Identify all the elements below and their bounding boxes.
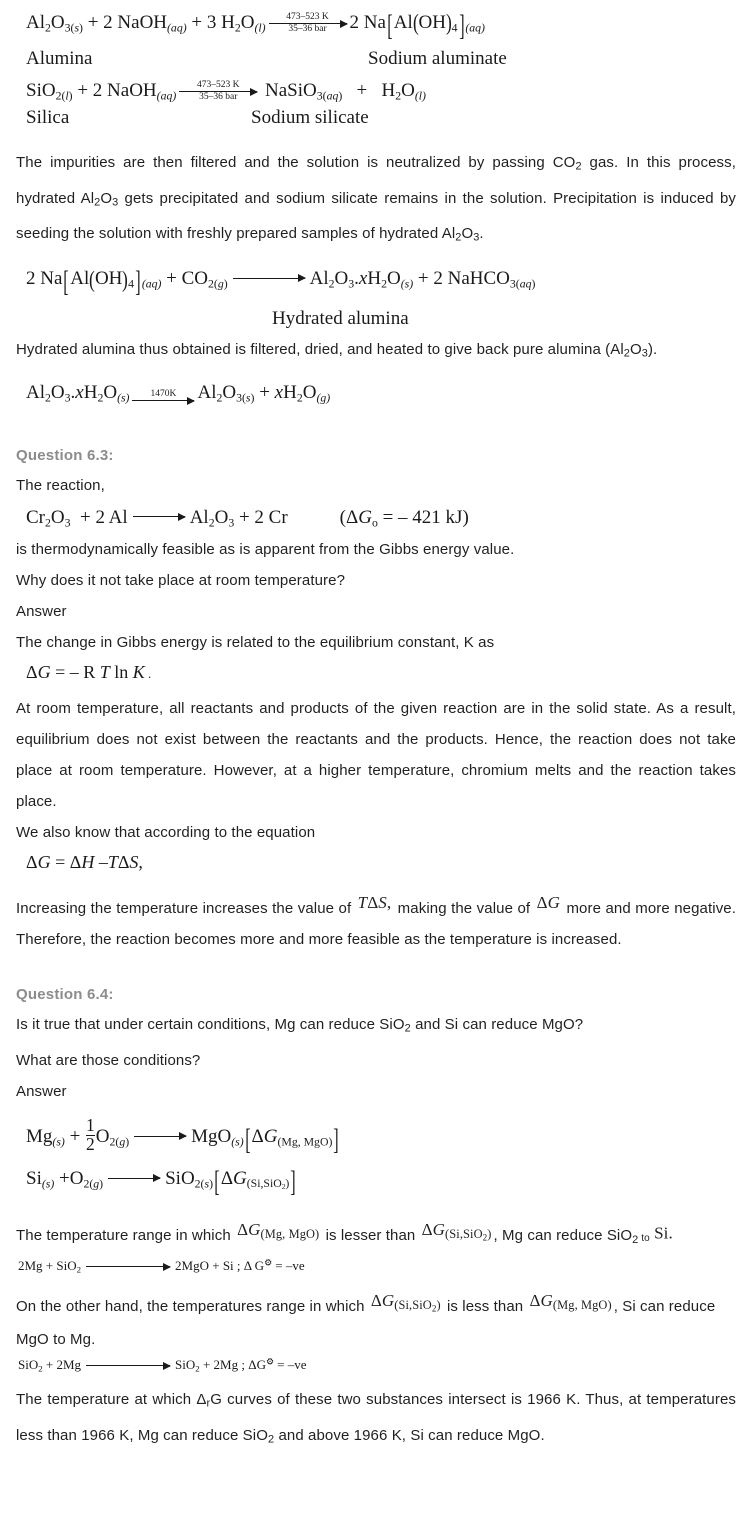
p5-text: The change in Gibbs energy is related to the equilibrium constant, K as xyxy=(16,634,495,652)
p2-sub-a: 2 xyxy=(623,347,630,360)
arrow-shaft xyxy=(132,400,194,401)
p8-text-b: making the value of xyxy=(393,899,535,917)
eq5-lhs: $Cr_2O_3 + 2$ Al xyxy=(26,506,128,529)
equation3-caption xyxy=(26,304,736,334)
p13-text-c: and above 1966 K, Si can reduce MgO. xyxy=(274,1426,545,1444)
p1-text-f: . xyxy=(479,225,484,243)
p13-text-b: G curves of these two substances intersect is 1966 K. Thus, at temperatures less than 1966 K, Mg can reduce SiO xyxy=(16,1390,736,1444)
equation-mg-reduces-silica xyxy=(18,1258,736,1275)
eq6-text: ΔG = – R T ln K xyxy=(26,662,145,683)
reaction-arrow-with-temperature xyxy=(132,389,194,401)
paragraph-room-temperature-explanation: At room temperature, all reactants and products of the given reaction are in the solid state. As a result, equilibrium does not exist between the reactants and the products. Hence, the reaction does not take place at room temperature. However, at a higher temperature, chromium melts and the reaction takes place. xyxy=(16,700,736,811)
p13-text-a: The temperature at which Δ xyxy=(16,1390,207,1408)
p2-text-c: ). xyxy=(647,341,658,359)
p13-sub-b: 2 xyxy=(267,1433,275,1446)
label-silica: Silica xyxy=(26,107,70,128)
p8-text-a: Increasing the temperature increases the value of xyxy=(16,899,356,917)
p11-sub-a: 2 xyxy=(632,1233,639,1246)
equation2-captions xyxy=(26,107,736,131)
paragraph-mg-reduce-sio2-question xyxy=(16,1009,736,1045)
equation-precipitation-with-co2 xyxy=(26,266,736,300)
p1-text-b: gas. In this process, hydrated Al xyxy=(16,154,737,207)
equation-silicon-oxidation xyxy=(26,1166,736,1200)
p1-text-c: O xyxy=(100,189,113,207)
p13-sub-a: r xyxy=(206,1397,211,1410)
p9-sub-a: 2 xyxy=(404,1022,411,1035)
eq8-rhs: $MgO_{(s)}[\Delta G_{(Mg, MgO)}]$ xyxy=(191,1124,339,1157)
inline-math-deltag-mg-mgo: $\Delta G_{(Mg, MgO)}$ xyxy=(529,1290,612,1312)
equation-dehydration-of-hydrated-alumina xyxy=(26,382,736,404)
p1-text-d: gets precipitated and sodium silicate remains in the solution. Precipitation is induced by seeding the solution with freshly prepared samples of hydrated Al xyxy=(16,189,736,243)
paragraph-hydrated-alumina-heated xyxy=(16,334,736,370)
p1-sub-b: 2 xyxy=(94,196,101,209)
p12-text-a: On the other hand, the temperatures range in which xyxy=(16,1297,369,1315)
p2-sub-b: 3 xyxy=(641,347,648,360)
p1-text-a: The impurities are then filtered and the solution is neutralized by passing CO xyxy=(16,154,576,171)
arrow-shaft xyxy=(179,91,257,92)
eq9-lhs: $Si_{(s)} +O_{2(g)}$ xyxy=(26,1168,104,1191)
paragraph-si-reduces-mgo-range xyxy=(16,1285,736,1355)
equation-alumina-leaching xyxy=(26,10,736,44)
p11-text-to: to xyxy=(638,1233,650,1245)
inline-math-tdeltas: TΔS, xyxy=(357,892,392,912)
p2-text-b: O xyxy=(629,341,642,359)
eq3-lhs: 2 $Na[Al(OH)_4]_{(aq)} + CO_{2(g)}$ xyxy=(26,266,228,299)
reaction-arrow xyxy=(86,1266,170,1267)
fraction-one-half: $\frac{1}{2}$ xyxy=(86,1114,95,1154)
eq4-rhs: $Al_2O_{3(s)} + xH_2O_{(g)}$ xyxy=(197,381,331,405)
p12-text-b: is less than xyxy=(442,1297,528,1315)
eq5-note: ($\Delta G_o$ = – 421 kJ) xyxy=(339,506,469,529)
eq4-lhs: $Al_2O_3.xH_2O_{(s)}$ xyxy=(26,381,130,405)
reaction-arrow xyxy=(134,1136,186,1137)
p8-text-c: more and more negative. Therefore, the reaction becomes more and more feasible as the temperature is increased. xyxy=(16,899,737,948)
label-sodium-aluminate: Sodium aluminate xyxy=(368,47,507,69)
paragraph-why-not-room-temperature: Why does it not take place at room temperature? xyxy=(16,572,346,590)
eq11-lhs: SiO$_2$ + 2Mg xyxy=(18,1357,82,1374)
label-alumina: Alumina xyxy=(26,47,93,69)
p1-sub-d: 2 xyxy=(455,232,462,245)
inline-math-deltag-si-sio2: $\Delta G_{(Si,SiO_2)}$ xyxy=(370,1290,441,1314)
eq5-rhs: $Al_2O_3 + 2$ Cr xyxy=(189,506,288,529)
paragraph-intersection-temperature xyxy=(16,1384,736,1455)
equation-si-reduces-magnesia xyxy=(18,1357,736,1374)
eq8-lhs: $Mg_{(s)}$ + $\frac{1}{2}$ $O_{2(g)}$ xyxy=(26,1114,130,1154)
paragraph-mg-reduces-sio2-range xyxy=(16,1214,736,1256)
eq1-condition-bottom: 35–36 bar xyxy=(288,24,327,35)
label-answer-6-4: Answer xyxy=(16,1082,67,1100)
eq3-rhs: $Al_2O_3.xH_2O_{(s)} + 2$ NaHCO$_{3(aq)}$ xyxy=(309,268,536,291)
p11-text-c: , Mg can reduce SiO xyxy=(493,1227,633,1245)
question-heading-6-4: Question 6.4: xyxy=(16,985,114,1003)
p2-text-a: Hydrated alumina thus obtained is filtered, dried, and heated to give back pure alumina (Al xyxy=(16,341,624,359)
eq2-rhs: NaSiO$_{3(aq)}$ + $H_2O_{(l)}$ xyxy=(260,79,426,103)
p1-sub-a: 2 xyxy=(575,160,582,173)
label-answer-6-3: Answer xyxy=(16,603,67,621)
paragraph-what-conditions: What are those conditions? xyxy=(16,1051,201,1069)
reaction-arrow xyxy=(86,1365,170,1366)
reaction-arrow-with-conditions xyxy=(269,12,347,35)
inline-math-deltag-mg-mgo: $\Delta G_{(Mg, MgO)}$ xyxy=(237,1219,320,1242)
eq4-condition-top: 1470K xyxy=(150,389,177,400)
label-sodium-silicate: Sodium silicate xyxy=(251,107,369,128)
equation-gibbs-equilibrium-constant: ΔG = – R T ln K . xyxy=(26,662,152,683)
question-heading-6-3: Question 6.3: xyxy=(16,446,114,464)
eq1-condition-top: 473–523 K xyxy=(286,12,329,23)
inline-math-deltag-si-sio2: $\Delta G_{(Si,SiO_2)}$ xyxy=(421,1219,492,1243)
reaction-arrow-with-conditions xyxy=(179,80,257,103)
eq2-condition-bottom: 35–36 bar xyxy=(199,92,238,102)
paragraph-increasing-temperature xyxy=(16,887,736,955)
p1-sub-c: 3 xyxy=(112,196,119,209)
label-hydrated-alumina: Hydrated alumina xyxy=(272,308,409,330)
eq10-rhs: 2MgO + Si ; Δ G⚙ = –ve xyxy=(175,1257,305,1274)
equation1-captions xyxy=(26,48,736,72)
eq2-lhs: SiO$_{2(l)}$ + 2 NaOH$_{(aq)}$ xyxy=(26,79,177,103)
equation-gibbs-helmholtz xyxy=(26,852,736,873)
paragraph-according-to-equation: We also know that according to the equation xyxy=(16,824,316,842)
arrow-shaft xyxy=(269,23,347,24)
equation-thermite-reaction xyxy=(26,507,736,529)
eq10-lhs: 2Mg + SiO$_2$ xyxy=(18,1258,82,1275)
p9-text-b: and Si can reduce MgO? xyxy=(410,1015,584,1033)
p1-text-e: O xyxy=(461,225,474,243)
p11-text-b: is lesser than xyxy=(321,1227,420,1245)
p12-text-c: , Si can reduce MgO to Mg. xyxy=(16,1297,716,1349)
paragraph-thermodynamically-feasible: is thermodynamically feasible as is apparent from the Gibbs energy value. xyxy=(16,541,515,559)
inline-math-deltag: ΔG xyxy=(536,892,561,912)
paragraph-impurities-filtered xyxy=(16,147,736,254)
eq1-rhs: 2 $Na[Al(OH)_4]_{(aq)}$ xyxy=(349,10,485,42)
paragraph-the-reaction: The reaction, xyxy=(16,476,105,494)
p11-text-d: Si. xyxy=(649,1223,673,1243)
equation-silica-leaching xyxy=(26,80,736,103)
eq2-condition-top: 473–523 K xyxy=(197,80,240,90)
reaction-arrow xyxy=(108,1178,160,1179)
eq7-text: ΔG = ΔH –TΔS, xyxy=(26,852,143,873)
p9-text-a: Is it true that under certain conditions, Mg can reduce SiO xyxy=(16,1015,405,1033)
p11-text-a: The temperature range in which xyxy=(16,1227,236,1245)
reaction-arrow xyxy=(233,278,305,279)
eq9-rhs: $SiO_{2(s)}[\Delta G_{(Si,SiO_2)}]$ xyxy=(165,1166,296,1199)
equation-magnesium-oxidation xyxy=(26,1114,736,1158)
eq11-rhs: SiO$_2$ + 2Mg ; ΔG⚙ = –ve xyxy=(175,1357,307,1374)
paragraph-gibbs-equilibrium xyxy=(16,627,736,658)
reaction-arrow xyxy=(133,516,185,517)
p1-sub-e: 3 xyxy=(473,232,480,245)
eq1-lhs: $Al_2O_{3(s)} + 2$ NaOH$_{(aq)}$ + 3 $H_2O_{(l)}$ xyxy=(26,11,266,35)
